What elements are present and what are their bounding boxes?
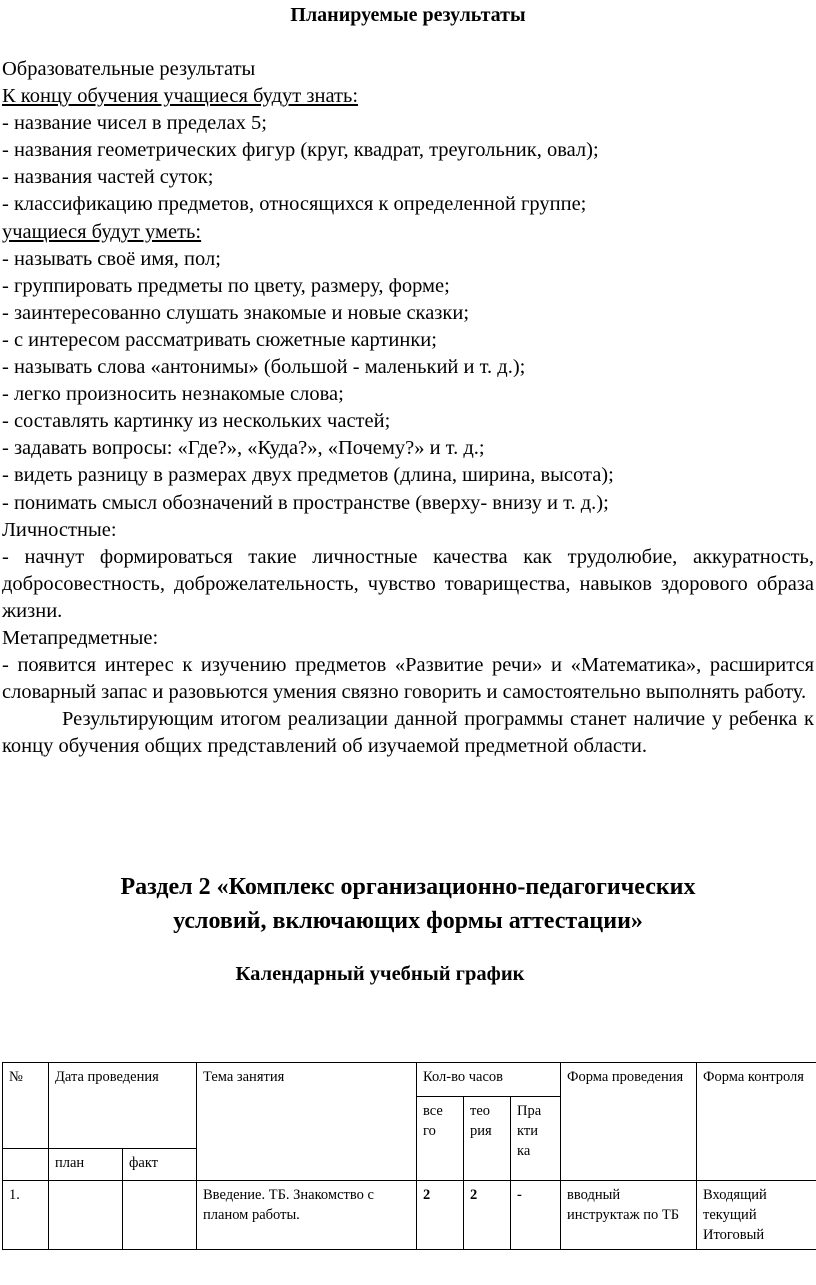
can-item: - понимать смысл обозначений в пространстве (вверху- внизу и т. д.);	[2, 491, 609, 514]
can-item: - видеть разницу в размерах двух предметов (длина, ширина, высота);	[2, 464, 614, 487]
header-theory: тео рия	[464, 1097, 511, 1181]
header-form: Форма проведения	[561, 1063, 697, 1181]
personal-text: - начнут формироваться такие личностные качества как трудолюбие, аккуратность, добросовестность, доброжелательность, чувство товарищества, навыков здорового образа жизни.	[2, 545, 814, 622]
header-practice: Пра кти ка	[511, 1097, 561, 1181]
cell-total: 2	[417, 1181, 464, 1250]
header-fact: факт	[123, 1149, 197, 1181]
header-topic: Тема занятия	[197, 1063, 417, 1181]
cell-num: 1.	[3, 1181, 49, 1250]
can-item: - с интересом рассматривать сюжетные картинки;	[2, 328, 437, 351]
cell-theory: 2	[464, 1181, 511, 1250]
meta-text: - появится интерес к изучению предметов «Развитие речи» и «Математика», расширится словарный запас и разовьются умения связно говорить и самостоятельно выполнять работу.	[2, 654, 814, 704]
cell-fact	[123, 1181, 197, 1250]
schedule-table	[2, 1062, 816, 1250]
cell-form: вводный инструктаж по ТБ	[561, 1181, 697, 1250]
cell-topic: Введение. ТБ. Знакомство с планом работы.	[197, 1181, 417, 1250]
page-title: Планируемые результаты	[290, 4, 526, 26]
schedule-subtitle: Календарный учебный график	[235, 963, 525, 985]
conclusion-paragraph: Результирующим итогом реализации данной программы станет наличие у ребенка к концу обучения общих представлений об изучаемой предметной области.	[2, 708, 814, 758]
section-heading	[0, 870, 816, 938]
can-item: - группировать предметы по цвету, размеру, форме;	[2, 274, 450, 297]
header-num: №	[3, 1063, 49, 1149]
know-item: - классификацию предметов, относящихся к определенной группе;	[2, 193, 587, 216]
header-plan: план	[49, 1149, 123, 1181]
header-total: все го	[417, 1097, 464, 1181]
header-date: Дата проведения	[49, 1063, 197, 1149]
educational-results-heading: Образовательные результаты	[2, 58, 256, 80]
header-hours: Кол-во часов	[417, 1063, 561, 1097]
can-item: - легко произносить незнакомые слова;	[2, 383, 344, 406]
header-num-blank	[3, 1149, 49, 1181]
can-heading: учащиеся будут уметь:	[2, 220, 202, 243]
cell-plan	[49, 1181, 123, 1250]
cell-practice: -	[511, 1181, 561, 1250]
know-item: - название чисел в пределах 5;	[2, 112, 267, 135]
planned-results-body	[2, 56, 814, 760]
section-heading-line: условий, включающих формы аттестации»	[173, 908, 643, 934]
table-row	[3, 1181, 816, 1250]
can-item: - заинтересованно слушать знакомые и новые сказки;	[2, 301, 470, 324]
can-item: - задавать вопросы: «Где?», «Куда?», «Почему?» и т. д.;	[2, 437, 485, 460]
can-item: - называть своё имя, пол;	[2, 247, 221, 270]
section-heading-line: Раздел 2 «Комплекс организационно-педагогических	[120, 874, 696, 900]
know-item: - названия геометрических фигур (круг, квадрат, треугольник, овал);	[2, 139, 599, 162]
know-heading: К концу обучения учащиеся будут знать:	[2, 85, 359, 108]
meta-heading: Метапредметные:	[2, 626, 159, 649]
personal-heading: Личностные:	[2, 518, 117, 541]
can-item: - составлять картинку из нескольких частей;	[2, 410, 391, 433]
know-item: - названия частей суток;	[2, 166, 214, 189]
cell-control: Входящий текущий Итоговый	[697, 1181, 816, 1250]
table-header-row	[3, 1063, 816, 1097]
can-item: - называть слова «антонимы» (большой - маленький и т. д.);	[2, 356, 526, 379]
header-control: Форма контроля	[697, 1063, 816, 1181]
